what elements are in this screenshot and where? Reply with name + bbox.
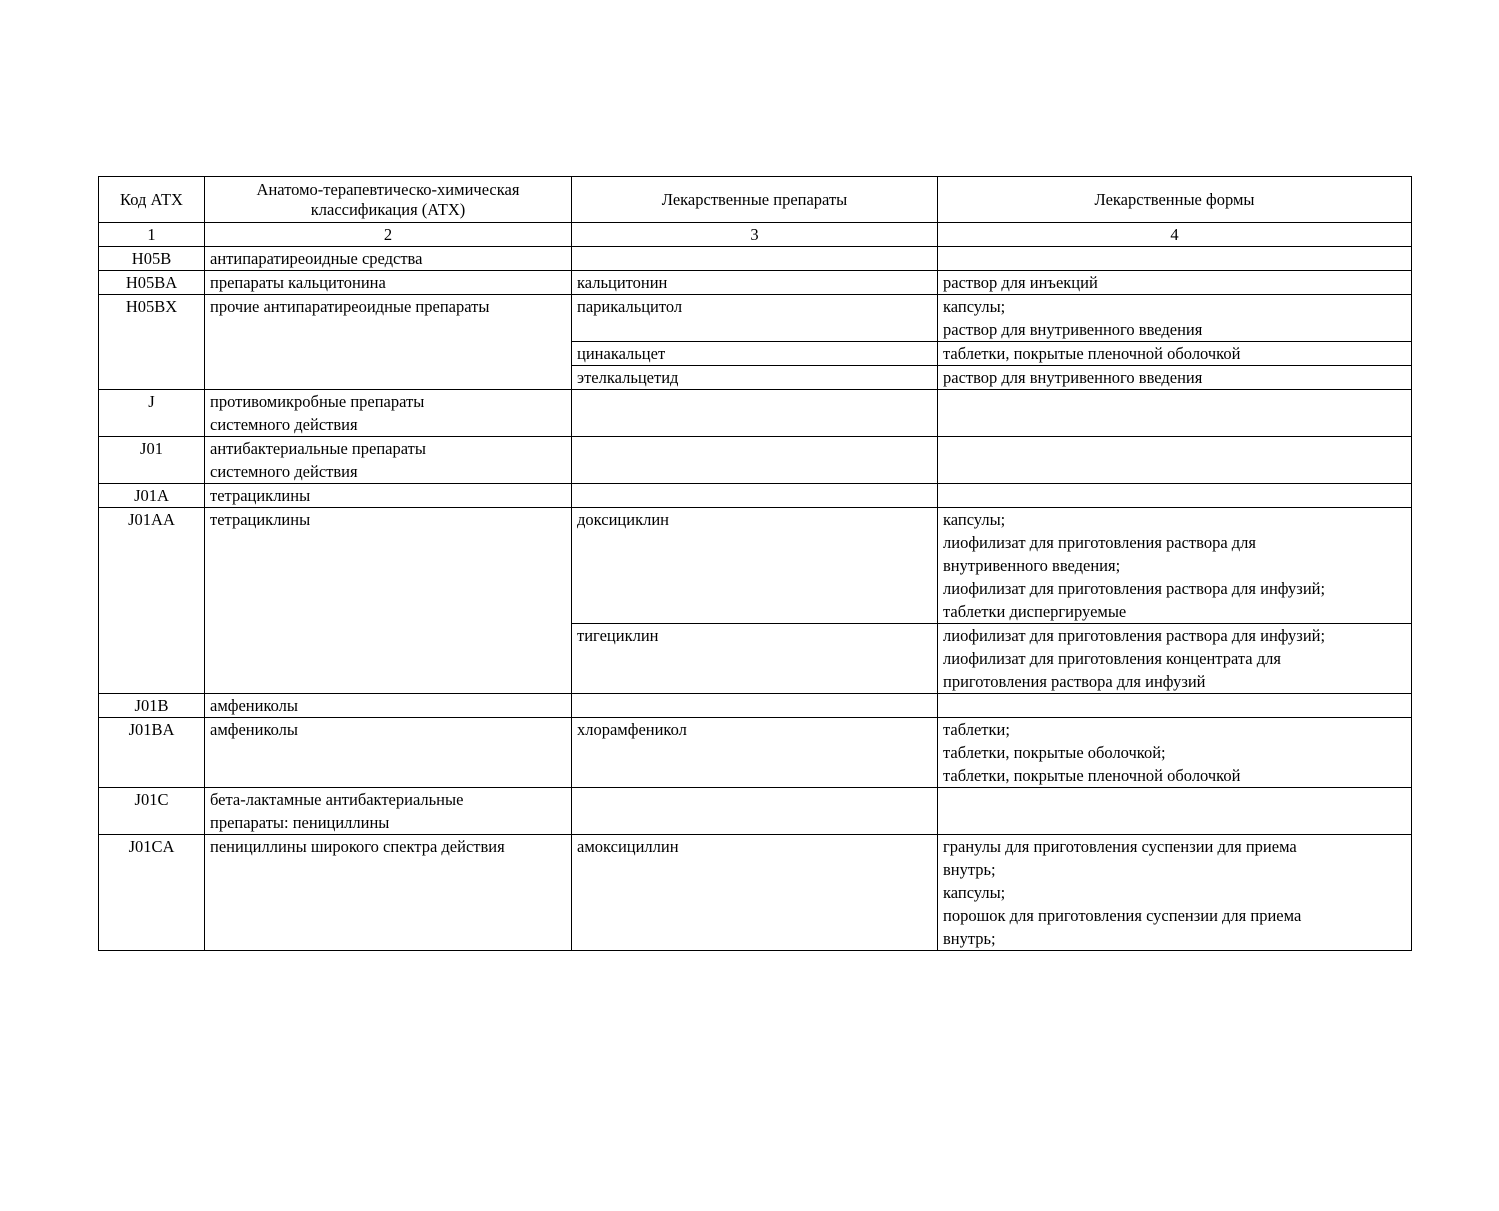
atc-classification: тетрациклины (205, 484, 572, 508)
table-row (99, 390, 1412, 437)
drug-name-empty (572, 484, 938, 508)
table-row (99, 508, 1412, 624)
table-row (99, 835, 1412, 951)
atc-code: H05BX (99, 295, 205, 390)
atc-classification: антипаратиреоидные средства (205, 247, 572, 271)
atc-code: J01BA (99, 718, 205, 788)
drug-name: парикальцитол (572, 295, 938, 342)
table-row (99, 788, 1412, 835)
atc-code: J (99, 390, 205, 437)
atc-classification: бета-лактамные антибактериальные препараты: пенициллины (205, 788, 572, 835)
header-atc-classification: Анатомо-терапевтическо-химическая классификация (АТХ) (205, 177, 572, 223)
dosage-forms: раствор для внутривенного введения (938, 366, 1412, 390)
atc-classification: противомикробные препараты системного действия (205, 390, 572, 437)
drug-name-empty (572, 788, 938, 835)
drug-name: хлорамфеникол (572, 718, 938, 788)
atc-classification: амфениколы (205, 718, 572, 788)
table-row (99, 437, 1412, 484)
drug-name: кальцитонин (572, 271, 938, 295)
atc-classification: антибактериальные препараты системного действия (205, 437, 572, 484)
dosage-forms: таблетки, покрытые пленочной оболочкой (938, 342, 1412, 366)
dosage-forms-empty (938, 788, 1412, 835)
atc-classification: препараты кальцитонина (205, 271, 572, 295)
dosage-forms: раствор для инъекций (938, 271, 1412, 295)
table-row (99, 271, 1412, 295)
header-drugs: Лекарственные препараты (572, 177, 938, 223)
drug-name-empty (572, 694, 938, 718)
drug-name-empty (572, 390, 938, 437)
dosage-forms-empty (938, 390, 1412, 437)
table-row (99, 295, 1412, 342)
column-number: 4 (938, 223, 1412, 247)
column-number: 3 (572, 223, 938, 247)
atc-code: H05B (99, 247, 205, 271)
dosage-forms: лиофилизат для приготовления раствора для инфузий; лиофилизат для приготовления концентрата для приготовления раствора для инфузий (938, 624, 1412, 694)
drug-name: доксициклин (572, 508, 938, 624)
dosage-forms: таблетки; таблетки, покрытые оболочкой; таблетки, покрытые пленочной оболочкой (938, 718, 1412, 788)
atc-classification: амфениколы (205, 694, 572, 718)
table-row (99, 247, 1412, 271)
dosage-forms-empty (938, 247, 1412, 271)
atc-classification: прочие антипаратиреоидные препараты (205, 295, 572, 390)
dosage-forms-empty (938, 484, 1412, 508)
header-dosage-forms: Лекарственные формы (938, 177, 1412, 223)
table-row (99, 484, 1412, 508)
drug-name-empty (572, 247, 938, 271)
dosage-forms: капсулы; лиофилизат для приготовления раствора для внутривенного введения; лиофилизат для приготовления раствора для инфузий; таблетки диспергируемые (938, 508, 1412, 624)
dosage-forms: гранулы для приготовления суспензии для приема внутрь; капсулы; порошок для приготовления суспензии для приема внутрь; (938, 835, 1412, 951)
atc-code: J01A (99, 484, 205, 508)
dosage-forms: капсулы; раствор для внутривенного введения (938, 295, 1412, 342)
column-number-row (99, 223, 1412, 247)
atc-code: J01AA (99, 508, 205, 694)
atc-classification: пенициллины широкого спектра действия (205, 835, 572, 951)
atc-code: J01CA (99, 835, 205, 951)
dosage-forms-empty (938, 437, 1412, 484)
table-row (99, 718, 1412, 788)
atc-code: J01C (99, 788, 205, 835)
drug-name: амоксициллин (572, 835, 938, 951)
atc-drug-table (98, 176, 1412, 951)
column-number: 1 (99, 223, 205, 247)
drug-name-empty (572, 437, 938, 484)
header-row (99, 177, 1412, 223)
dosage-forms-empty (938, 694, 1412, 718)
table-row (99, 694, 1412, 718)
atc-classification: тетрациклины (205, 508, 572, 694)
column-number: 2 (205, 223, 572, 247)
drug-name: тигециклин (572, 624, 938, 694)
header-atc-code: Код АТХ (99, 177, 205, 223)
drug-name: этелкальцетид (572, 366, 938, 390)
table-body (99, 247, 1412, 951)
drug-name: цинакальцет (572, 342, 938, 366)
atc-code: J01B (99, 694, 205, 718)
atc-code: H05BA (99, 271, 205, 295)
atc-code: J01 (99, 437, 205, 484)
